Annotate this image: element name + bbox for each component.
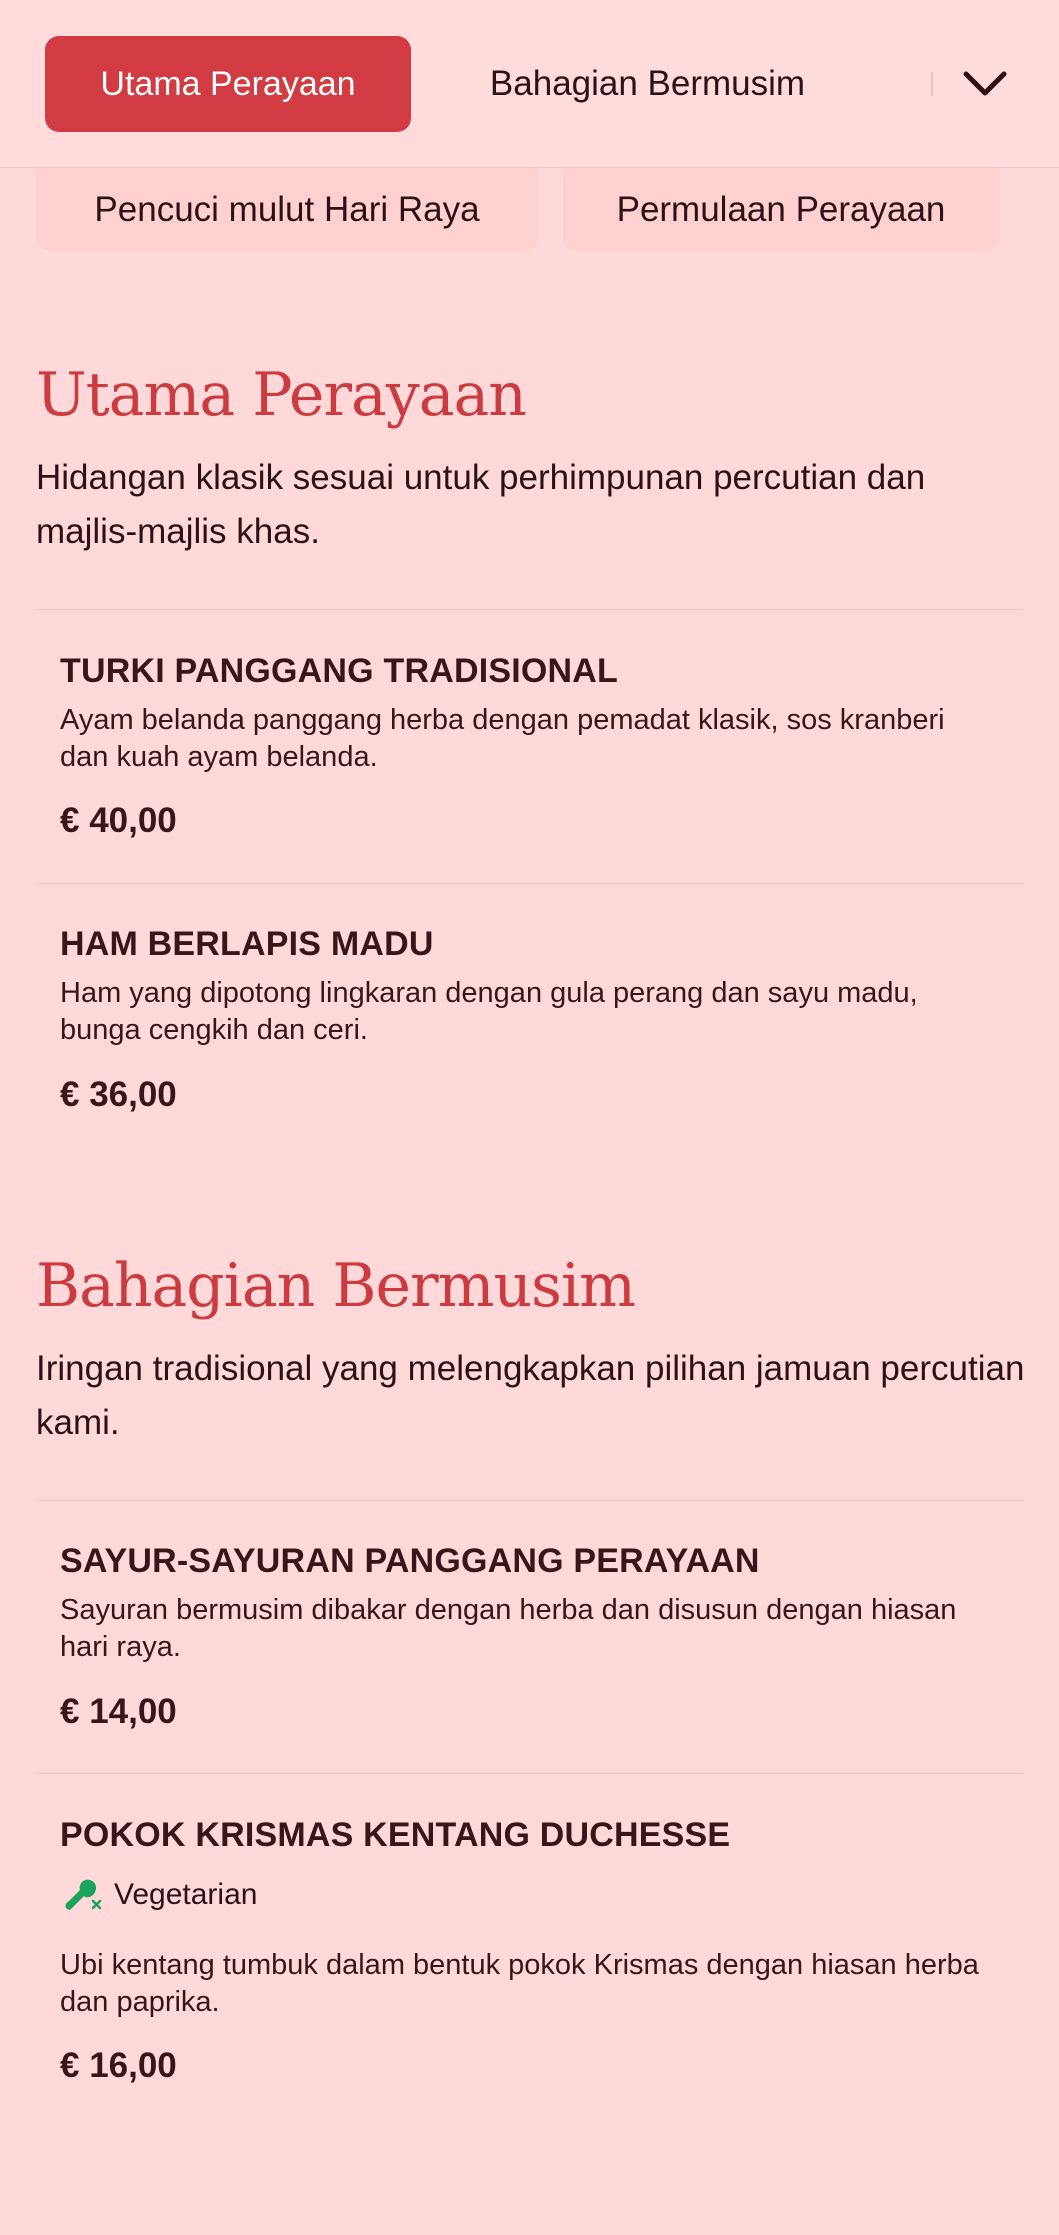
divider [36, 1500, 1023, 1501]
menu-item-name[interactable]: HAM BERLAPIS MADU [60, 925, 434, 963]
tab-bahagian-bermusim[interactable]: Bahagian Bermusim [489, 64, 806, 103]
tab-pencuci-mulut[interactable]: Pencuci mulut Hari Raya [36, 168, 538, 251]
menu-item-name[interactable]: POKOK KRISMAS KENTANG DUCHESSE [60, 1816, 731, 1854]
menu-item-price: € 14,00 [60, 1692, 177, 1731]
tab-permulaan-perayaan[interactable]: Permulaan Perayaan [563, 168, 999, 251]
section-description: Iringan tradisional yang melengkapkan pilihan jamuan percutian kami. [36, 1349, 1025, 1442]
divider [36, 1773, 1023, 1774]
menu-item-description: Ayam belanda panggang herba dengan pemadat klasik, sos kranberi dan kuah ayam belanda. [60, 704, 945, 773]
badge-label: Vegetarian [114, 1878, 258, 1911]
menu-item-name[interactable]: TURKI PANGGANG TRADISIONAL [60, 652, 618, 690]
divider [36, 883, 1023, 884]
category-nav [0, 0, 1059, 168]
menu-item-description: Ham yang dipotong lingkaran dengan gula perang dan sayu madu, bunga cengkih dan ceri. [60, 977, 918, 1046]
menu-item-price: € 36,00 [60, 1075, 177, 1114]
tab-utama-perayaan[interactable]: Utama Perayaan [45, 36, 411, 132]
divider [36, 609, 1023, 610]
menu-item-name[interactable]: SAYUR-SAYURAN PANGGANG PERAYAAN [60, 1542, 760, 1580]
menu-item-price: € 16,00 [60, 2046, 177, 2085]
section-description: Hidangan klasik sesuai untuk perhimpunan percutian dan majlis-majlis khas. [36, 458, 926, 551]
chevron-down-icon[interactable] [960, 62, 1010, 106]
nav-divider [931, 72, 933, 96]
menu-item-description: Sayuran bermusim dibakar dengan herba dan disusun dengan hiasan hari raya. [60, 1594, 957, 1663]
no-meat-icon [60, 1874, 102, 1916]
menu-item-price: € 40,00 [60, 801, 177, 840]
vegetarian-badge [60, 1874, 257, 1916]
menu-item-description: Ubi kentang tumbuk dalam bentuk pokok Krismas dengan hiasan herba dan paprika. [60, 1949, 979, 2018]
section-title: Bahagian Bermusim [36, 1251, 636, 1321]
section-title: Utama Perayaan [36, 360, 526, 430]
